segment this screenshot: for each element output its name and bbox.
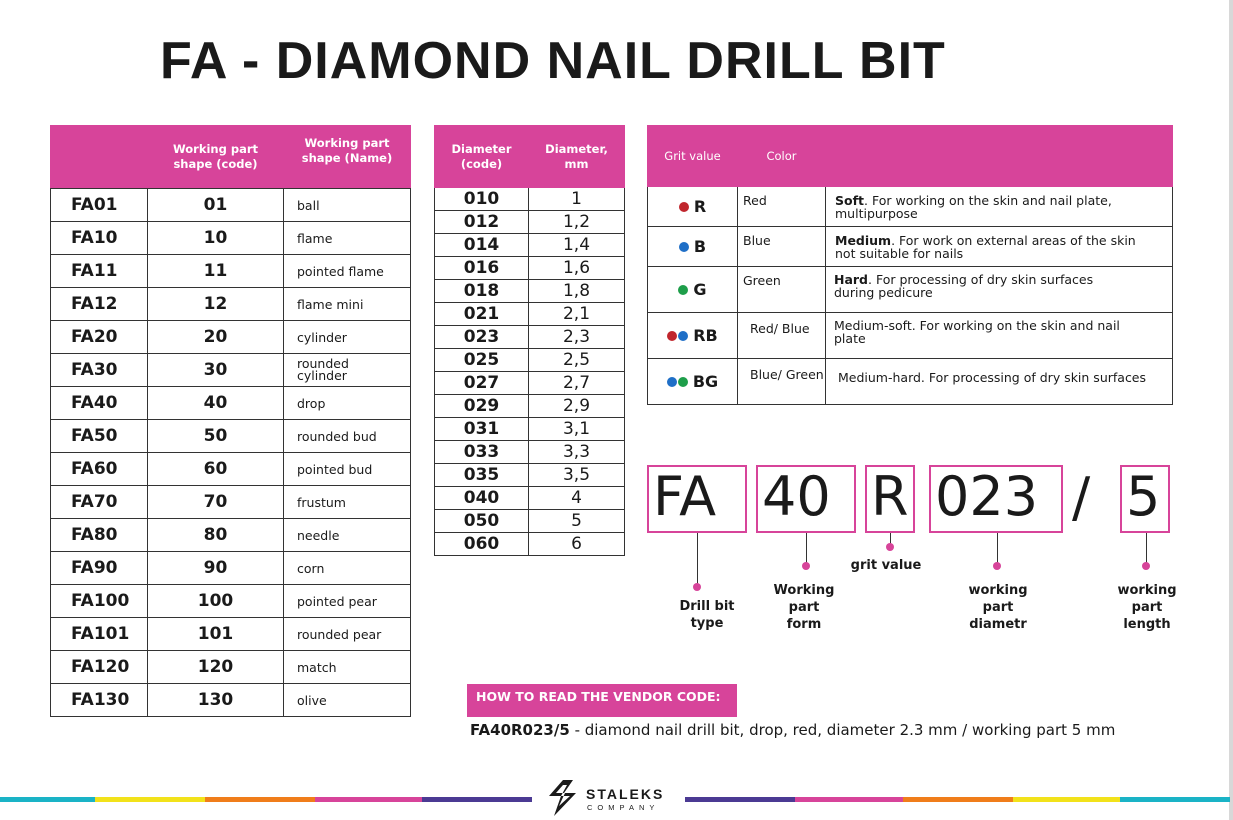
shape-code-cell: FA20 <box>51 321 148 354</box>
color-dot-icon <box>678 331 688 341</box>
brand-sub: COMPANY <box>587 803 660 812</box>
shape-code-cell: FA60 <box>51 453 148 486</box>
table-row <box>435 464 625 487</box>
diameter-code-cell: 025 <box>435 349 529 372</box>
shape-name-cell: ball <box>284 189 411 222</box>
connector-type <box>697 533 698 585</box>
grit-letter: B <box>693 237 707 256</box>
table-row <box>51 453 411 486</box>
grit-description-cell <box>826 267 1173 313</box>
shape-code-cell: FA120 <box>51 651 148 684</box>
code-part-grit: R <box>865 465 915 533</box>
grit-color-cell: Blue/ Green <box>738 359 826 405</box>
shape-code-cell: FA12 <box>51 288 148 321</box>
table-row <box>51 189 411 222</box>
grit-value-cell <box>648 227 738 267</box>
grit-letter: RB <box>693 326 718 345</box>
connector-form <box>806 533 807 564</box>
code-part-diameter: 023 <box>929 465 1063 533</box>
table-row <box>51 255 411 288</box>
code-part-type: FA <box>647 465 747 533</box>
grit-description-cell <box>826 227 1173 267</box>
stripe-purple <box>422 797 532 802</box>
diameter-code-cell: 012 <box>435 211 529 234</box>
table-row <box>648 359 1173 405</box>
grit-letter: G <box>693 280 707 299</box>
diameter-mm-cell: 2,7 <box>529 372 625 395</box>
shape-name-cell: match <box>284 651 411 684</box>
howto-heading: HOW TO READ THE VENDOR CODE: <box>467 684 737 717</box>
shape-name-cell: corn <box>284 552 411 585</box>
table-row <box>435 418 625 441</box>
page-edge-shadow <box>1229 0 1233 820</box>
stripe-pink-right <box>795 797 903 802</box>
shape-number-cell: 20 <box>148 321 284 354</box>
shape-code-cell: FA40 <box>51 387 148 420</box>
label-grit-value: grit value <box>850 558 922 573</box>
diameter-code-cell: 031 <box>435 418 529 441</box>
grit-color-cell: Green <box>738 267 826 313</box>
shape-table-header-shape-name: Working part shape (Name) <box>284 126 411 189</box>
diameter-code-cell: 010 <box>435 188 529 211</box>
code-part-form: 40 <box>756 465 856 533</box>
grit-value-cell <box>648 267 738 313</box>
table-row <box>648 313 1173 359</box>
table-row <box>435 280 625 303</box>
code-slash: / <box>1072 466 1091 529</box>
diameter-mm-cell: 6 <box>529 533 625 556</box>
grit-description-cell <box>826 359 1173 405</box>
grit-letter: R <box>693 197 707 216</box>
shape-name-cell: pointed pear <box>284 585 411 618</box>
stripe-purple-right <box>685 797 795 802</box>
diameter-mm-cell: 2,5 <box>529 349 625 372</box>
shape-number-cell: 130 <box>148 684 284 717</box>
color-dot-icon <box>678 377 688 387</box>
shape-code-cell: FA100 <box>51 585 148 618</box>
table-row <box>51 684 411 717</box>
label-working-part-diameter: working part diametr <box>968 583 1028 632</box>
shape-number-cell: 10 <box>148 222 284 255</box>
grit-value-cell <box>648 359 738 405</box>
table-row <box>435 441 625 464</box>
grit-value-cell <box>648 187 738 227</box>
diameter-mm-cell: 1,4 <box>529 234 625 257</box>
example-text: - diamond nail drill bit, drop, red, diameter 2.3 mm / working part 5 mm <box>569 721 1116 739</box>
diameter-mm-cell: 2,9 <box>529 395 625 418</box>
diameter-code-cell: 040 <box>435 487 529 510</box>
table-row <box>51 321 411 354</box>
shape-number-cell: 90 <box>148 552 284 585</box>
table-row <box>51 288 411 321</box>
grit-table <box>647 125 1173 405</box>
diameter-code-cell: 035 <box>435 464 529 487</box>
shape-code-cell: FA30 <box>51 354 148 387</box>
shape-name-cell: drop <box>284 387 411 420</box>
connector-dot-form <box>802 562 810 570</box>
shape-code-cell: FA80 <box>51 519 148 552</box>
table-row <box>435 234 625 257</box>
shape-code-cell: FA10 <box>51 222 148 255</box>
shape-code-cell: FA01 <box>51 189 148 222</box>
grit-hardness: Medium <box>835 233 892 248</box>
table-row <box>51 222 411 255</box>
shape-name-cell: cylinder <box>284 321 411 354</box>
diameter-code-cell: 021 <box>435 303 529 326</box>
shape-number-cell: 50 <box>148 420 284 453</box>
shape-table-header-shape-code: Working part shape (code) <box>148 126 284 189</box>
grit-table-header-description <box>826 126 1173 187</box>
diameter-code-cell: 050 <box>435 510 529 533</box>
shape-name-cell: needle <box>284 519 411 552</box>
shape-number-cell: 40 <box>148 387 284 420</box>
diameter-code-cell: 027 <box>435 372 529 395</box>
shape-code-cell: FA90 <box>51 552 148 585</box>
diameter-mm-cell: 1 <box>529 188 625 211</box>
shape-number-cell: 60 <box>148 453 284 486</box>
connector-dot-length <box>1142 562 1150 570</box>
table-row <box>435 349 625 372</box>
shape-number-cell: 12 <box>148 288 284 321</box>
shape-name-cell: rounded cylinder <box>284 354 411 387</box>
shape-name-cell: flame mini <box>284 288 411 321</box>
grit-description-text: Medium-hard. For processing of dry skin surfaces <box>838 370 1147 385</box>
table-row <box>435 487 625 510</box>
shape-number-cell: 30 <box>148 354 284 387</box>
diameter-mm-cell: 1,2 <box>529 211 625 234</box>
diameter-mm-cell: 2,3 <box>529 326 625 349</box>
grit-hardness: Hard <box>834 272 869 287</box>
diameter-code-cell: 029 <box>435 395 529 418</box>
stripe-orange-right <box>903 797 1013 802</box>
diameter-table <box>434 125 625 556</box>
grit-color-cell: Red/ Blue <box>738 313 826 359</box>
shape-number-cell: 01 <box>148 189 284 222</box>
shape-number-cell: 70 <box>148 486 284 519</box>
label-working-part-form: Working part form <box>773 583 835 632</box>
table-row <box>435 303 625 326</box>
label-drill-bit-type: Drill bit type <box>679 599 735 631</box>
table-row <box>51 387 411 420</box>
table-row <box>435 372 625 395</box>
page-title: FA - DIAMOND NAIL DRILL BIT <box>160 32 946 90</box>
diameter-code-cell: 023 <box>435 326 529 349</box>
diameter-code-cell: 060 <box>435 533 529 556</box>
shape-name-cell: olive <box>284 684 411 717</box>
diameter-mm-cell: 3,3 <box>529 441 625 464</box>
table-row <box>648 267 1173 313</box>
shape-number-cell: 100 <box>148 585 284 618</box>
connector-dot-type <box>693 583 701 591</box>
table-row <box>435 533 625 556</box>
grit-description-cell <box>826 187 1173 227</box>
shape-name-cell: rounded bud <box>284 420 411 453</box>
grit-description-text: . For working on the skin and nail plate, multipurpose <box>835 193 1112 221</box>
staleks-logo-icon <box>545 779 581 817</box>
shape-table <box>50 125 411 717</box>
shape-code-cell: FA50 <box>51 420 148 453</box>
diameter-code-cell: 018 <box>435 280 529 303</box>
table-row <box>435 395 625 418</box>
grit-hardness: Soft <box>835 193 865 208</box>
grit-value-cell <box>648 313 738 359</box>
connector-dot-diameter <box>993 562 1001 570</box>
shape-code-cell: FA130 <box>51 684 148 717</box>
table-row <box>435 510 625 533</box>
table-row <box>435 257 625 280</box>
table-row <box>51 486 411 519</box>
brand-name: STALEKS <box>586 786 665 802</box>
table-row <box>51 618 411 651</box>
grit-description-text: . For work on external areas of the skin not suitable for nails <box>835 233 1136 261</box>
diameter-mm-cell: 3,1 <box>529 418 625 441</box>
shape-name-cell: frustum <box>284 486 411 519</box>
shape-code-cell: FA70 <box>51 486 148 519</box>
table-row <box>435 188 625 211</box>
table-row <box>435 326 625 349</box>
shape-name-cell: pointed bud <box>284 453 411 486</box>
table-row <box>51 651 411 684</box>
color-dot-icon <box>679 202 689 212</box>
howto-example <box>470 721 1115 739</box>
table-row <box>435 211 625 234</box>
grit-color-cell: Blue <box>738 227 826 267</box>
stripe-yellow-right <box>1013 797 1120 802</box>
table-row <box>51 420 411 453</box>
connector-dot-grit <box>886 543 894 551</box>
color-dot-icon <box>679 242 689 252</box>
shape-number-cell: 120 <box>148 651 284 684</box>
grit-description-cell <box>826 313 1173 359</box>
shape-table-header-code <box>51 126 148 189</box>
grit-description-text: Medium-soft. For working on the skin and nail plate <box>834 318 1120 346</box>
color-dot-icon <box>667 331 677 341</box>
shape-name-cell: rounded pear <box>284 618 411 651</box>
stripe-cyan <box>0 797 95 802</box>
diameter-table-header-mm: Diameter, mm <box>529 126 625 188</box>
color-dot-icon <box>678 285 688 295</box>
table-row <box>51 519 411 552</box>
shape-code-cell: FA101 <box>51 618 148 651</box>
diameter-code-cell: 016 <box>435 257 529 280</box>
code-part-length: 5 <box>1120 465 1170 533</box>
shape-code-cell: FA11 <box>51 255 148 288</box>
diameter-mm-cell: 1,8 <box>529 280 625 303</box>
table-row <box>648 187 1173 227</box>
grit-letter: BG <box>692 372 719 391</box>
table-row <box>648 227 1173 267</box>
example-code: FA40R023/5 <box>470 721 570 739</box>
diameter-table-header-code: Diameter (code) <box>435 126 529 188</box>
diameter-mm-cell: 3,5 <box>529 464 625 487</box>
connector-diameter <box>997 533 998 564</box>
shape-name-cell: flame <box>284 222 411 255</box>
shape-number-cell: 80 <box>148 519 284 552</box>
diameter-code-cell: 033 <box>435 441 529 464</box>
stripe-cyan-right <box>1120 797 1230 802</box>
table-row <box>51 585 411 618</box>
diameter-mm-cell: 2,1 <box>529 303 625 326</box>
grit-table-header-color: Color <box>738 126 826 187</box>
color-dot-icon <box>667 377 677 387</box>
table-row <box>51 354 411 387</box>
label-working-part-length: working part length <box>1117 583 1177 632</box>
stripe-orange <box>205 797 315 802</box>
stripe-pink <box>315 797 422 802</box>
shape-name-cell: pointed flame <box>284 255 411 288</box>
shape-number-cell: 11 <box>148 255 284 288</box>
grit-description-text: . For processing of dry skin surfaces during pedicure <box>834 272 1094 300</box>
table-row <box>51 552 411 585</box>
diameter-code-cell: 014 <box>435 234 529 257</box>
diameter-mm-cell: 4 <box>529 487 625 510</box>
connector-length <box>1146 533 1147 564</box>
diameter-mm-cell: 1,6 <box>529 257 625 280</box>
grit-color-cell: Red <box>738 187 826 227</box>
stripe-yellow <box>95 797 205 802</box>
grit-table-header-grit: Grit value <box>648 126 738 187</box>
diameter-mm-cell: 5 <box>529 510 625 533</box>
shape-number-cell: 101 <box>148 618 284 651</box>
